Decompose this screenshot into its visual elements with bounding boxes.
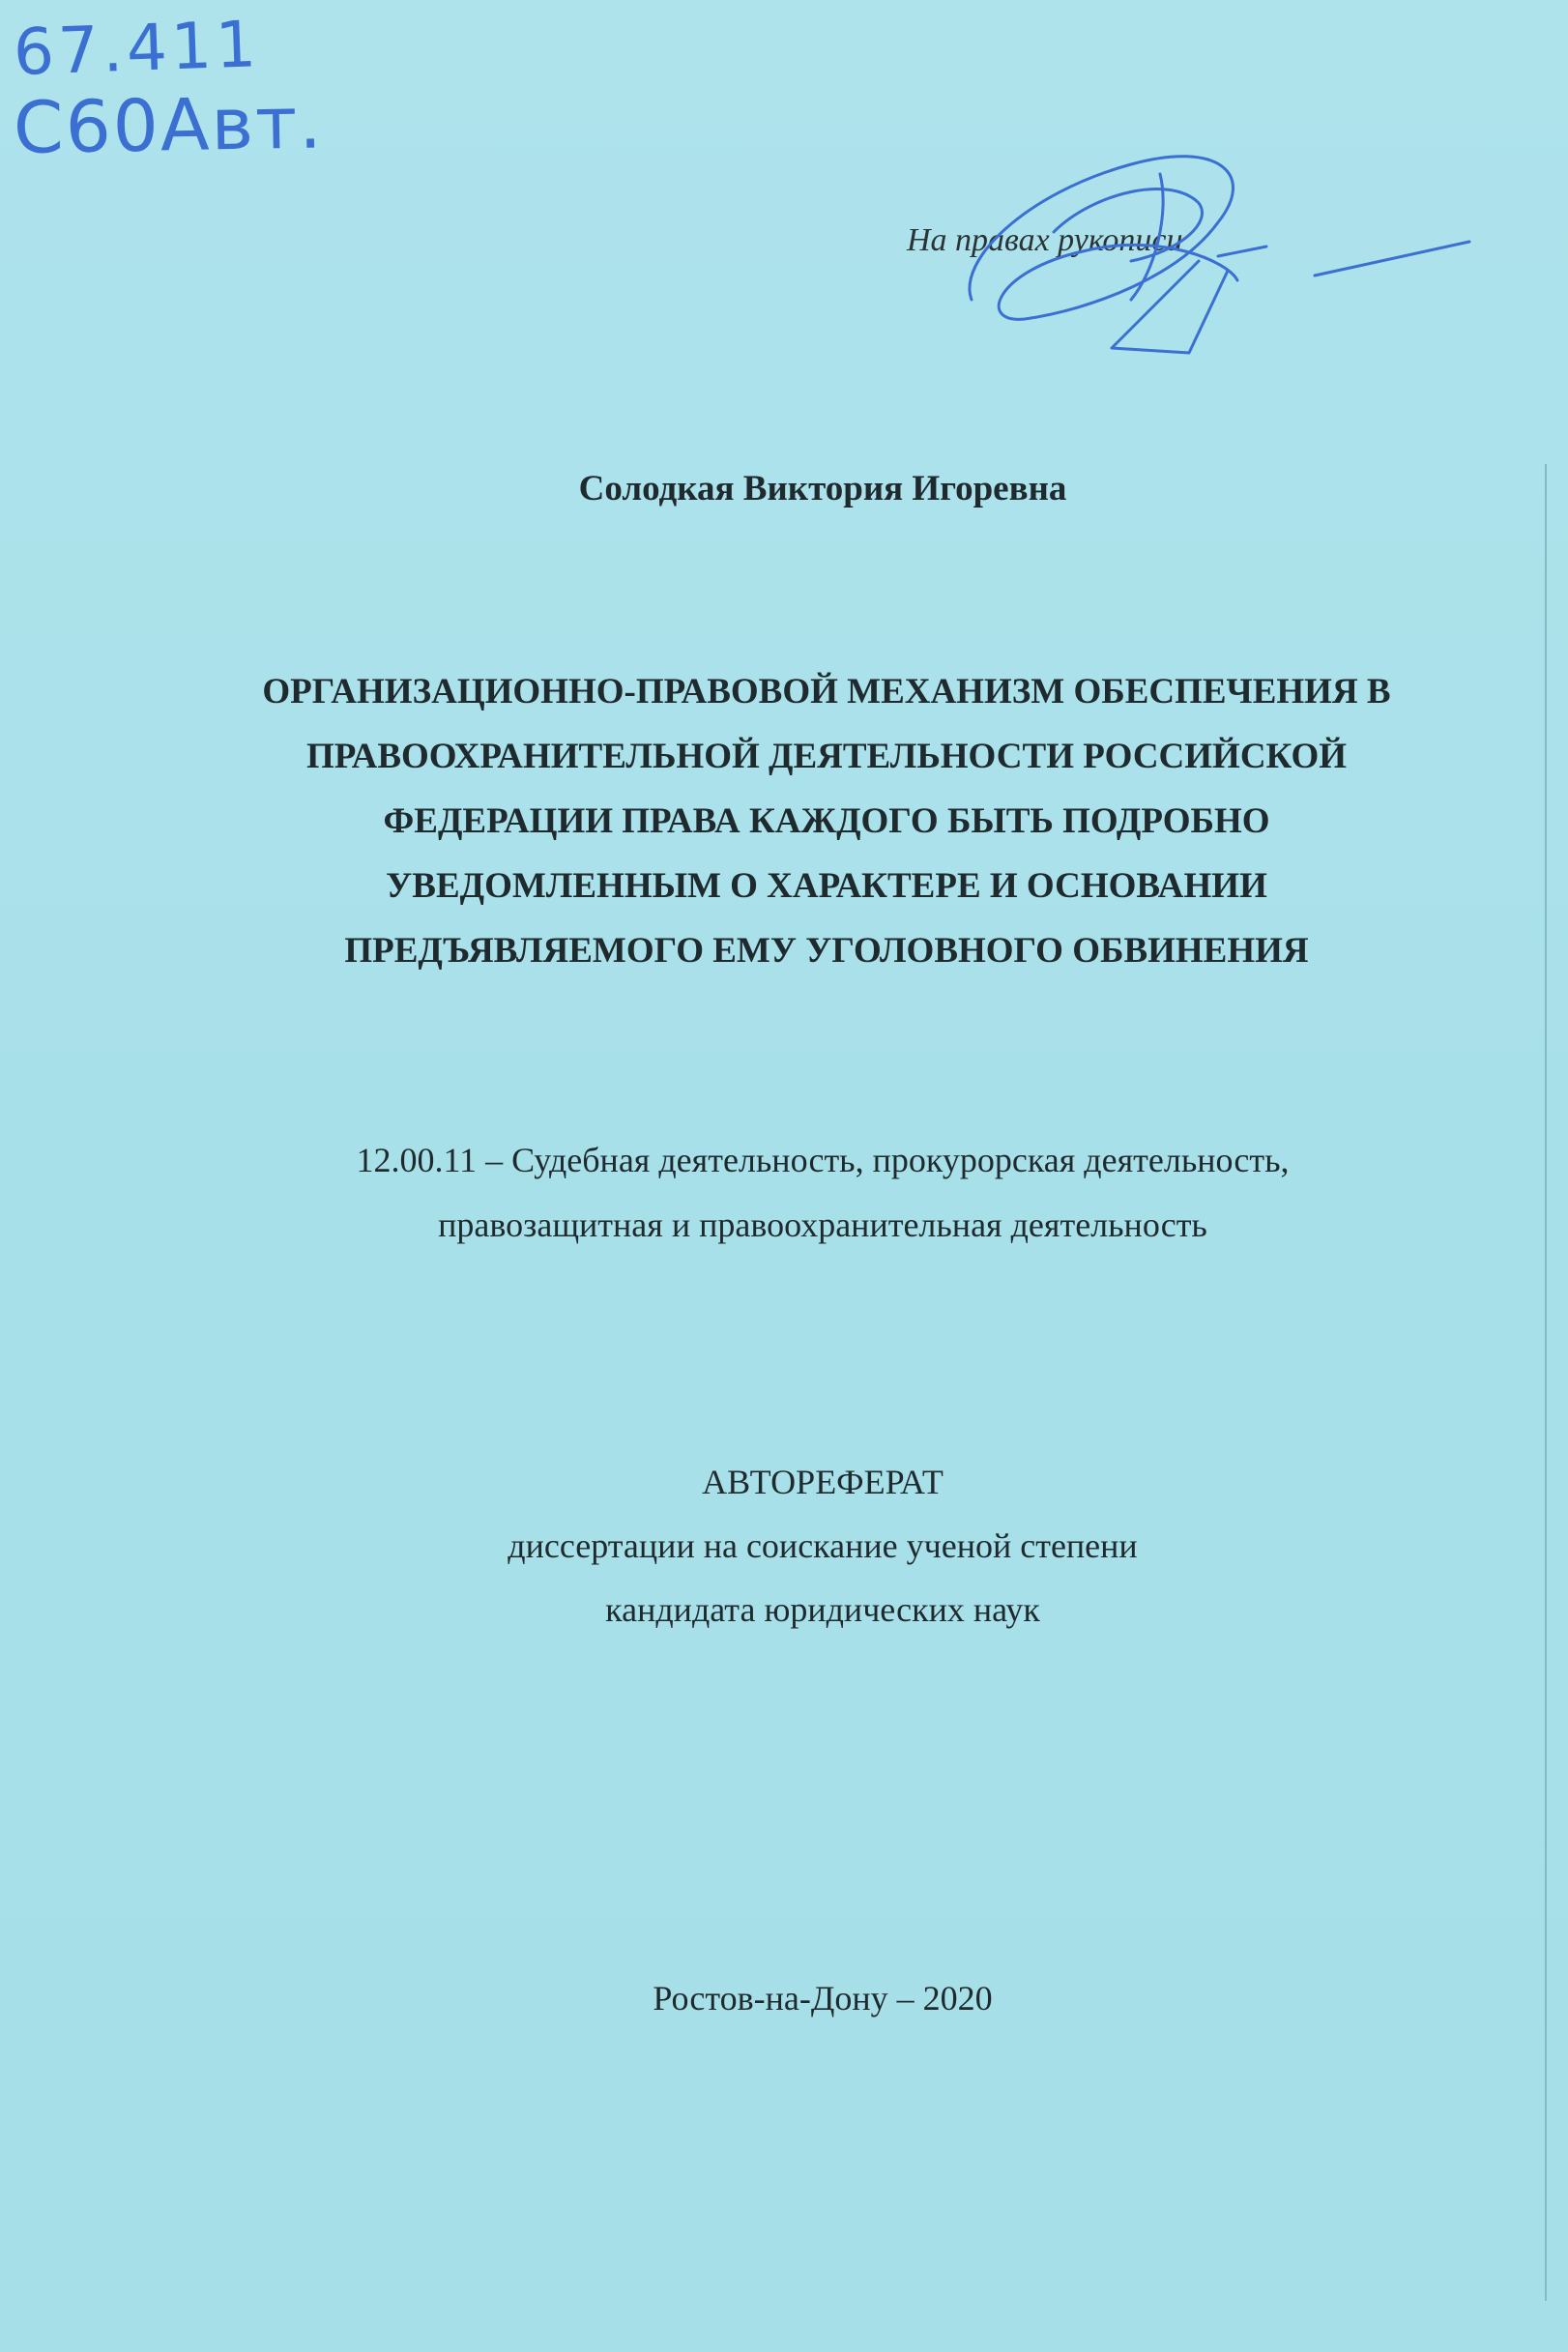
title-line: УВЕДОМЛЕННЫМ О ХАРАКТЕРЕ И ОСНОВАНИИ xyxy=(386,866,1267,906)
specialty-line-2: правозащитная и правоохранительная деятельность xyxy=(438,1205,1207,1244)
shelfmark-line-1: 67.411 xyxy=(12,7,262,90)
title-line: ОРГАНИЗАЦИОННО-ПРАВОВОЙ МЕХАНИЗМ ОБЕСПЕЧЕНИЯ В xyxy=(262,672,1391,711)
specialty-code xyxy=(0,1128,1568,1258)
signature-icon xyxy=(938,116,1479,387)
paper-edge-line xyxy=(1545,464,1547,2301)
author-name: Солодкая Виктория Игоревна xyxy=(578,469,1067,508)
document-type-line-2: кандидата юридических наук xyxy=(605,1590,1040,1629)
document-type-line-1: диссертации на соискание ученой степени xyxy=(508,1526,1138,1565)
shelfmark-line-2: С60Авт. xyxy=(13,81,325,171)
document-type xyxy=(0,1450,1568,1641)
title-line: ФЕДЕРАЦИИ ПРАВА КАЖДОГО БЫТЬ ПОДРОБНО xyxy=(383,801,1270,841)
rights-note: На правах рукописи xyxy=(907,222,1183,258)
dissertation-title xyxy=(116,659,1489,983)
title-line: ПРАВООХРАНИТЕЛЬНОЙ ДЕЯТЕЛЬНОСТИ РОССИЙСКОЙ xyxy=(305,737,1348,776)
handwritten-shelfmark xyxy=(12,7,325,171)
document-type-heading: АВТОРЕФЕРАТ xyxy=(702,1463,944,1501)
specialty-line-1: 12.00.11 – Судебная деятельность, прокурорская деятельность, xyxy=(356,1141,1290,1179)
city-and-year: Ростов-на-Дону – 2020 xyxy=(653,1979,993,2018)
title-line: ПРЕДЪЯВЛЯЕМОГО ЕМУ УГОЛОВНОГО ОБВИНЕНИЯ xyxy=(344,931,1309,971)
